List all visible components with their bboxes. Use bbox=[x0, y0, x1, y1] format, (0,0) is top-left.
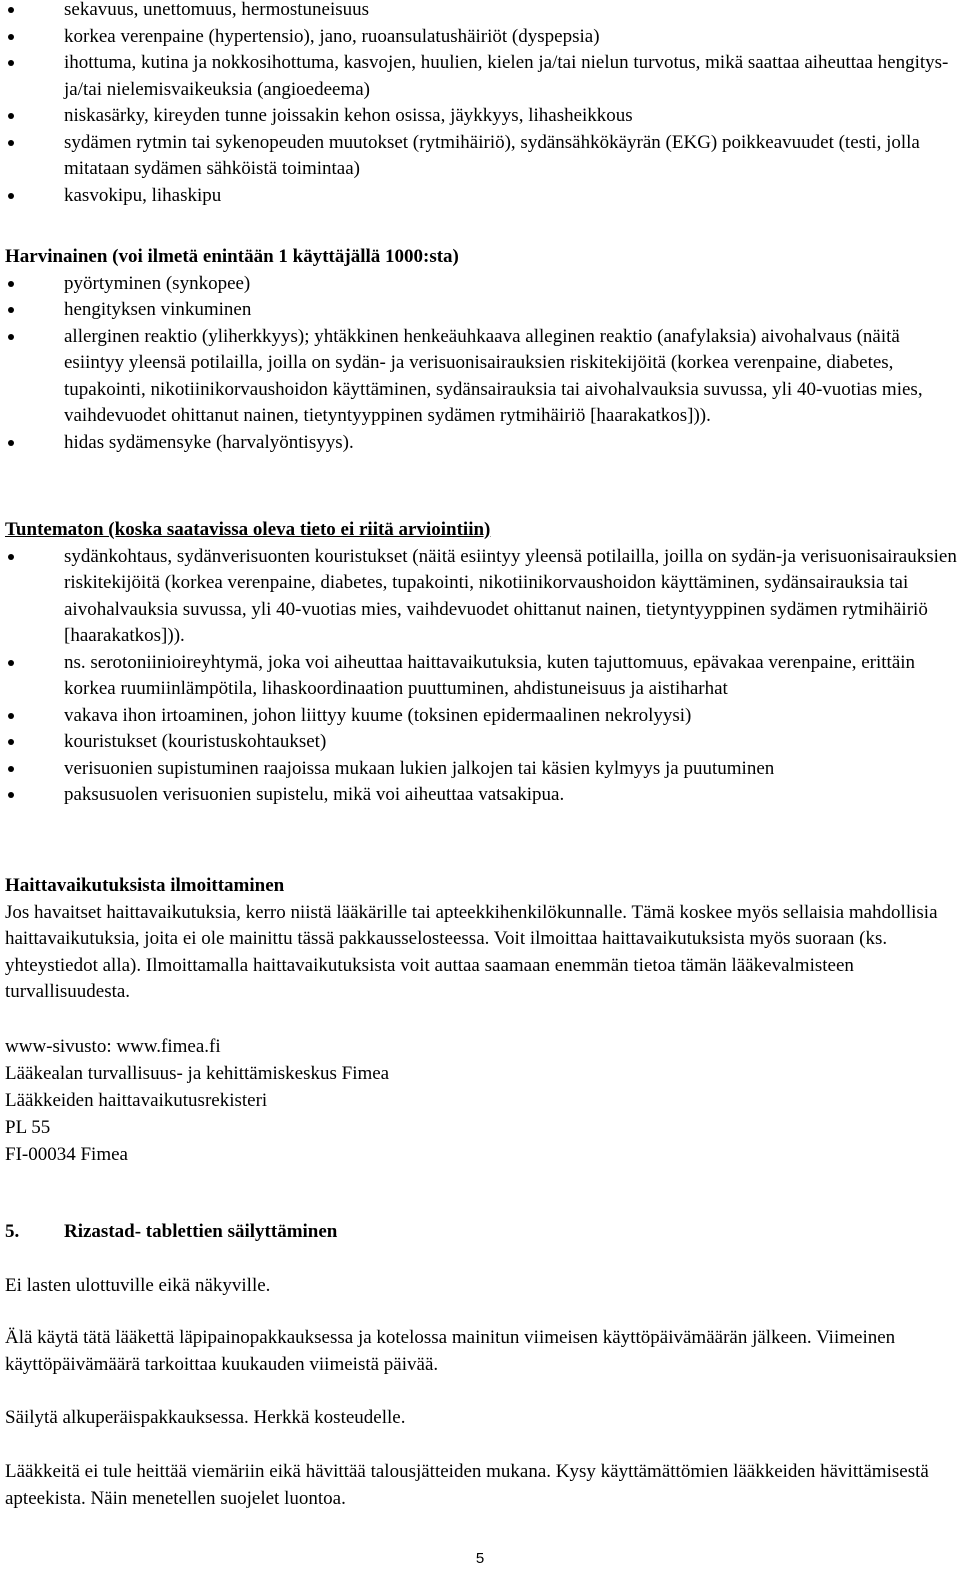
section-heading-rare: Harvinainen (voi ilmetä enintään 1 käyttäjällä 1000:sta) bbox=[5, 246, 459, 267]
bullet-icon bbox=[8, 113, 14, 119]
bullet-icon bbox=[8, 440, 14, 446]
storage-paragraph: Ei lasten ulottuville eikä näkyville. bbox=[5, 1275, 271, 1296]
reporting-paragraph: Jos havaitset haittavaikutuksia, kerro niistä lääkärille tai apteekkihenkilökunnalle. Tämä koskee myös sellaisia mahdollisia haittavaikutuksia, joita ei ole mainittu tässä pakkausselosteessa. Voit ilmoittaa haittavaikutuksista myös suoraan (ks. yhteystiedot alla). Ilmoittamalla haittavaikutuksista voit auttaa saamaan enemmän tietoa tämän lääkevalmisteen turvallisuudesta. bbox=[5, 901, 938, 1002]
bullet-icon bbox=[8, 307, 14, 313]
storage-paragraph: Säilytä alkuperäispakkauksessa. Herkkä kosteudelle. bbox=[5, 1407, 406, 1428]
list-item: korkea verenpaine (hypertensio), jano, ruoansulatushäiriöt (dyspepsia) bbox=[5, 24, 957, 51]
section-number: 5. bbox=[5, 1221, 20, 1242]
bullet-icon bbox=[8, 766, 14, 772]
list-item: sydämen rytmin tai sykenopeuden muutokset (rytmihäiriö), sydänsähkökäyrän (EKG) poikkeavuudet (testi, jolla mitataan sydämen sähköistä toimintaa) bbox=[5, 130, 957, 183]
list-item: hengityksen vinkuminen bbox=[5, 297, 957, 324]
list-item: vakava ihon irtoaminen, johon liittyy kuume (toksinen epidermaalinen nekrolyysi) bbox=[5, 703, 957, 730]
list-item: sydänkohtaus, sydänverisuonten kouristukset (näitä esiintyy yleensä potilailla, joilla on sydän-ja verisuonisairauksien riskitekijöitä (korkea verenpaine, diabetes, tupakointi, nikotiinikorvaushoidon käyttäminen, sydänsairauksia tai aivohalvauksia suvussa, yli 40-vuotias mies, vaihdevuodet ohittanut nainen, tietyntyyppinen sydämen rytmihäiriö [haarakatkos])). bbox=[5, 544, 957, 650]
bullet-icon bbox=[8, 193, 14, 199]
storage-paragraph: Älä käytä tätä lääkettä läpipainopakkauksessa ja kotelossa mainitun viimeisen käyttöpäivämäärän jälkeen. Viimeinen käyttöpäivämäärä tarkoittaa kuukauden viimeistä päivää. bbox=[5, 1327, 896, 1375]
bullet-icon bbox=[8, 140, 14, 146]
list-item: paksusuolen verisuonien supistelu, mikä voi aiheuttaa vatsakipua. bbox=[5, 782, 957, 809]
list-item: allerginen reaktio (yliherkkyys); yhtäkkinen henkeäuhkaava alleginen reaktio (anafylaksia) aivohalvaus (näitä esiintyy yleensä potilailla, joilla on sydän- ja verisuonisairauksien riskitekijöitä (korkea verenpaine, diabetes, tupakointi, nikotiinikorvaushoidon käyttäminen, sydänsairauksia tai aivohalvauksia suvussa, yli 40-vuotias mies, vaihdevuodet ohittanut nainen, tietyntyyppinen sydämen rytmihäiriö [haarakatkos])). bbox=[5, 324, 957, 430]
list-item: pyörtyminen (synkopee) bbox=[5, 271, 957, 298]
bullet-icon bbox=[8, 281, 14, 287]
address-line: FI-00034 Fimea bbox=[5, 1144, 128, 1165]
bullet-icon bbox=[8, 660, 14, 666]
address-line: Lääkkeiden haittavaikutusrekisteri bbox=[5, 1090, 268, 1111]
bullet-icon bbox=[8, 792, 14, 798]
bullet-icon bbox=[8, 554, 14, 560]
bullet-icon bbox=[8, 334, 14, 340]
list-item: sekavuus, unettomuus, hermostuneisuus bbox=[5, 0, 957, 24]
website-line: www-sivusto: www.fimea.fi bbox=[5, 1036, 221, 1057]
list-item: hidas sydämensyke (harvalyöntisyys). bbox=[5, 430, 957, 457]
list-item: niskasärky, kireyden tunne joissakin kehon osissa, jäykkyys, lihasheikkous bbox=[5, 103, 957, 130]
address-line: Lääkealan turvallisuus- ja kehittämiskeskus Fimea bbox=[5, 1063, 390, 1084]
bullet-icon bbox=[8, 739, 14, 745]
list-item: ns. serotoniinioireyhtymä, joka voi aiheuttaa haittavaikutuksia, kuten tajuttomuus, epävakaa verenpaine, erittäin korkea ruumiinlämpötila, lihaskoordinaation puuttuminen, ahdistuneisuus ja aistiharhat bbox=[5, 650, 957, 703]
list-item: kouristukset (kouristuskohtaukset) bbox=[5, 729, 957, 756]
bullet-icon bbox=[8, 60, 14, 66]
list-item: verisuonien supistuminen raajoissa mukaan lukien jalkojen tai käsien kylmyys ja puutuminen bbox=[5, 756, 957, 783]
bullet-icon bbox=[8, 7, 14, 13]
bullet-icon bbox=[8, 34, 14, 40]
side-effects-list-common bbox=[5, 0, 957, 209]
section-5-title bbox=[5, 1219, 957, 1245]
section-title-text: Rizastad- tablettien säilyttäminen bbox=[64, 1221, 338, 1242]
list-item: ihottuma, kutina ja nokkosihottuma, kasvojen, huulien, kielen ja/tai nielun turvotus, mikä saattaa aiheuttaa hengitys- ja/tai nielemisvaikeuksia (angioedeema) bbox=[5, 50, 957, 103]
reporting-section bbox=[5, 873, 957, 1006]
unknown-side-effects-section bbox=[5, 517, 957, 809]
section-heading-unknown: Tuntematon (koska saatavissa oleva tieto ei riitä arviointiin) bbox=[5, 519, 491, 540]
list-item: kasvokipu, lihaskipu bbox=[5, 183, 957, 210]
address-line: PL 55 bbox=[5, 1117, 51, 1138]
storage-paragraph: Lääkkeitä ei tule heittää viemäriin eikä hävittää talousjätteiden mukana. Kysy käyttämättömien lääkkeiden hävittämisestä apteekista. Näin menetellen suojelet luontoa. bbox=[5, 1461, 929, 1509]
page-number: 5 bbox=[475, 1550, 485, 1567]
rare-side-effects-section bbox=[5, 244, 957, 456]
bullet-icon bbox=[8, 713, 14, 719]
address-block bbox=[5, 1033, 957, 1168]
section-heading-reporting: Haittavaikutuksista ilmoittaminen bbox=[5, 875, 285, 896]
